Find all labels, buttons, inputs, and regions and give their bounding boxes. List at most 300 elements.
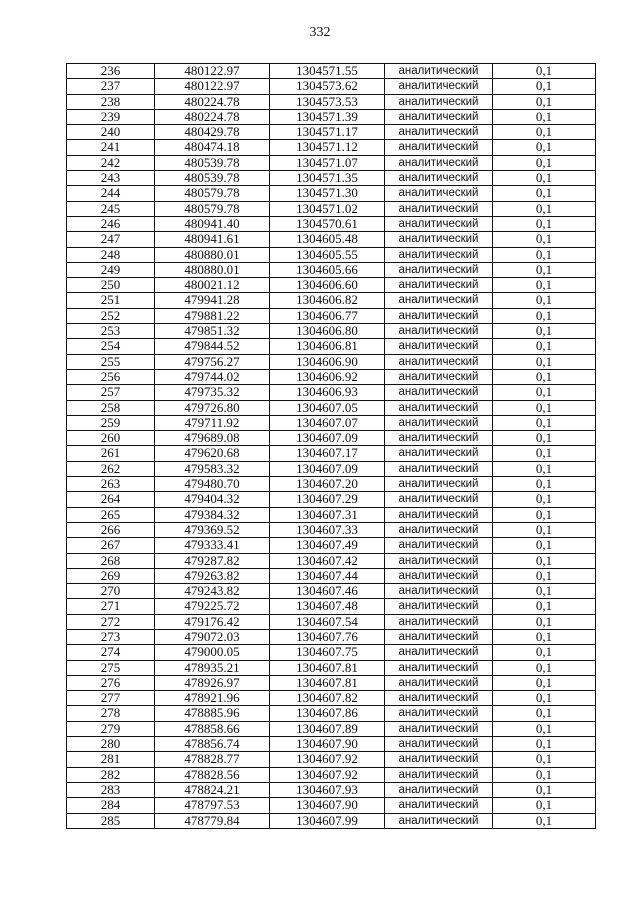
table-row [67, 767, 596, 782]
point-number-cell: 254 [67, 339, 155, 354]
y-coordinate-cell: 1304607.75 [270, 645, 385, 660]
table-row [67, 553, 596, 568]
x-coordinate-cell: 479756.27 [155, 354, 270, 369]
precision-cell: 0,1 [493, 79, 596, 94]
precision-cell: 0,1 [493, 507, 596, 522]
method-cell: аналитический [385, 782, 493, 797]
precision-cell: 0,1 [493, 584, 596, 599]
method-cell: аналитический [385, 461, 493, 476]
point-number-cell: 261 [67, 446, 155, 461]
point-number-cell: 238 [67, 94, 155, 109]
point-number-cell: 250 [67, 278, 155, 293]
x-coordinate-cell: 478824.21 [155, 782, 270, 797]
x-coordinate-cell: 479263.82 [155, 568, 270, 583]
point-number-cell: 285 [67, 813, 155, 828]
method-cell: аналитический [385, 400, 493, 415]
precision-cell: 0,1 [493, 308, 596, 323]
method-cell: аналитический [385, 308, 493, 323]
method-cell: аналитический [385, 216, 493, 231]
table-row [67, 568, 596, 583]
table-row [67, 660, 596, 675]
method-cell: аналитический [385, 232, 493, 247]
precision-cell: 0,1 [493, 431, 596, 446]
table-row [67, 324, 596, 339]
y-coordinate-cell: 1304607.92 [270, 752, 385, 767]
table-row [67, 385, 596, 400]
point-number-cell: 281 [67, 752, 155, 767]
point-number-cell: 271 [67, 599, 155, 614]
x-coordinate-cell: 479404.32 [155, 492, 270, 507]
point-number-cell: 265 [67, 507, 155, 522]
x-coordinate-cell: 480539.78 [155, 155, 270, 170]
point-number-cell: 284 [67, 798, 155, 813]
table-row [67, 232, 596, 247]
x-coordinate-cell: 478885.96 [155, 706, 270, 721]
table-row [67, 140, 596, 155]
method-cell: аналитический [385, 186, 493, 201]
x-coordinate-cell: 479176.42 [155, 614, 270, 629]
table-row [67, 599, 596, 614]
point-number-cell: 278 [67, 706, 155, 721]
method-cell: аналитический [385, 798, 493, 813]
precision-cell: 0,1 [493, 125, 596, 140]
table-row [67, 354, 596, 369]
precision-cell: 0,1 [493, 477, 596, 492]
method-cell: аналитический [385, 94, 493, 109]
table-row [67, 813, 596, 828]
y-coordinate-cell: 1304607.86 [270, 706, 385, 721]
y-coordinate-cell: 1304607.46 [270, 584, 385, 599]
point-number-cell: 248 [67, 247, 155, 262]
x-coordinate-cell: 479384.32 [155, 507, 270, 522]
table-row [67, 737, 596, 752]
precision-cell: 0,1 [493, 538, 596, 553]
y-coordinate-cell: 1304606.77 [270, 308, 385, 323]
method-cell: аналитический [385, 446, 493, 461]
method-cell: аналитический [385, 645, 493, 660]
precision-cell: 0,1 [493, 461, 596, 476]
method-cell: аналитический [385, 568, 493, 583]
y-coordinate-cell: 1304607.31 [270, 507, 385, 522]
x-coordinate-cell: 479711.92 [155, 415, 270, 430]
point-number-cell: 273 [67, 629, 155, 644]
x-coordinate-cell: 479726.80 [155, 400, 270, 415]
x-coordinate-cell: 478858.66 [155, 721, 270, 736]
point-number-cell: 246 [67, 216, 155, 231]
precision-cell: 0,1 [493, 767, 596, 782]
point-number-cell: 270 [67, 584, 155, 599]
x-coordinate-cell: 479620.68 [155, 446, 270, 461]
table-row [67, 262, 596, 277]
x-coordinate-cell: 479881.22 [155, 308, 270, 323]
method-cell: аналитический [385, 125, 493, 140]
y-coordinate-cell: 1304607.49 [270, 538, 385, 553]
table-row [67, 629, 596, 644]
precision-cell: 0,1 [493, 492, 596, 507]
point-number-cell: 256 [67, 369, 155, 384]
method-cell: аналитический [385, 538, 493, 553]
x-coordinate-cell: 480224.78 [155, 109, 270, 124]
point-number-cell: 244 [67, 186, 155, 201]
precision-cell: 0,1 [493, 568, 596, 583]
point-number-cell: 257 [67, 385, 155, 400]
y-coordinate-cell: 1304607.81 [270, 660, 385, 675]
method-cell: аналитический [385, 278, 493, 293]
method-cell: аналитический [385, 247, 493, 262]
table-row [67, 369, 596, 384]
precision-cell: 0,1 [493, 629, 596, 644]
point-number-cell: 249 [67, 262, 155, 277]
method-cell: аналитический [385, 737, 493, 752]
table-row [67, 721, 596, 736]
point-number-cell: 251 [67, 293, 155, 308]
table-row [67, 216, 596, 231]
coordinates-table-body [67, 64, 596, 829]
precision-cell: 0,1 [493, 553, 596, 568]
x-coordinate-cell: 479480.70 [155, 477, 270, 492]
point-number-cell: 279 [67, 721, 155, 736]
point-number-cell: 240 [67, 125, 155, 140]
method-cell: аналитический [385, 354, 493, 369]
point-number-cell: 268 [67, 553, 155, 568]
page-number: 332 [309, 25, 331, 40]
y-coordinate-cell: 1304607.07 [270, 415, 385, 430]
x-coordinate-cell: 480429.78 [155, 125, 270, 140]
x-coordinate-cell: 480224.78 [155, 94, 270, 109]
y-coordinate-cell: 1304607.33 [270, 522, 385, 537]
y-coordinate-cell: 1304607.89 [270, 721, 385, 736]
method-cell: аналитический [385, 614, 493, 629]
y-coordinate-cell: 1304573.62 [270, 79, 385, 94]
table-row [67, 706, 596, 721]
x-coordinate-cell: 479243.82 [155, 584, 270, 599]
precision-cell: 0,1 [493, 339, 596, 354]
table-row [67, 186, 596, 201]
precision-cell: 0,1 [493, 706, 596, 721]
x-coordinate-cell: 479735.32 [155, 385, 270, 400]
y-coordinate-cell: 1304570.61 [270, 216, 385, 231]
point-number-cell: 274 [67, 645, 155, 660]
method-cell: аналитический [385, 477, 493, 492]
method-cell: аналитический [385, 431, 493, 446]
point-number-cell: 247 [67, 232, 155, 247]
table-row [67, 109, 596, 124]
method-cell: аналитический [385, 691, 493, 706]
table-row [67, 461, 596, 476]
x-coordinate-cell: 479072.03 [155, 629, 270, 644]
table-row [67, 201, 596, 216]
precision-cell: 0,1 [493, 691, 596, 706]
x-coordinate-cell: 478921.96 [155, 691, 270, 706]
x-coordinate-cell: 480474.18 [155, 140, 270, 155]
precision-cell: 0,1 [493, 278, 596, 293]
point-number-cell: 243 [67, 171, 155, 186]
precision-cell: 0,1 [493, 186, 596, 201]
table-row [67, 278, 596, 293]
method-cell: аналитический [385, 293, 493, 308]
point-number-cell: 264 [67, 492, 155, 507]
y-coordinate-cell: 1304606.82 [270, 293, 385, 308]
y-coordinate-cell: 1304607.29 [270, 492, 385, 507]
x-coordinate-cell: 478797.53 [155, 798, 270, 813]
precision-cell: 0,1 [493, 415, 596, 430]
method-cell: аналитический [385, 813, 493, 828]
y-coordinate-cell: 1304607.05 [270, 400, 385, 415]
method-cell: аналитический [385, 629, 493, 644]
method-cell: аналитический [385, 324, 493, 339]
method-cell: аналитический [385, 522, 493, 537]
x-coordinate-cell: 478779.84 [155, 813, 270, 828]
x-coordinate-cell: 479287.82 [155, 553, 270, 568]
precision-cell: 0,1 [493, 599, 596, 614]
table-row [67, 155, 596, 170]
x-coordinate-cell: 479000.05 [155, 645, 270, 660]
method-cell: аналитический [385, 262, 493, 277]
x-coordinate-cell: 479369.52 [155, 522, 270, 537]
x-coordinate-cell: 478926.97 [155, 675, 270, 690]
y-coordinate-cell: 1304607.09 [270, 461, 385, 476]
precision-cell: 0,1 [493, 675, 596, 690]
x-coordinate-cell: 480941.61 [155, 232, 270, 247]
precision-cell: 0,1 [493, 752, 596, 767]
y-coordinate-cell: 1304606.60 [270, 278, 385, 293]
table-row [67, 522, 596, 537]
table-row [67, 584, 596, 599]
method-cell: аналитический [385, 109, 493, 124]
y-coordinate-cell: 1304607.17 [270, 446, 385, 461]
method-cell: аналитический [385, 140, 493, 155]
y-coordinate-cell: 1304607.93 [270, 782, 385, 797]
point-number-cell: 277 [67, 691, 155, 706]
precision-cell: 0,1 [493, 813, 596, 828]
precision-cell: 0,1 [493, 737, 596, 752]
x-coordinate-cell: 478856.74 [155, 737, 270, 752]
method-cell: аналитический [385, 385, 493, 400]
table-row [67, 431, 596, 446]
method-cell: аналитический [385, 752, 493, 767]
method-cell: аналитический [385, 507, 493, 522]
y-coordinate-cell: 1304571.02 [270, 201, 385, 216]
x-coordinate-cell: 479583.32 [155, 461, 270, 476]
y-coordinate-cell: 1304607.44 [270, 568, 385, 583]
table-row [67, 691, 596, 706]
x-coordinate-cell: 479333.41 [155, 538, 270, 553]
precision-cell: 0,1 [493, 522, 596, 537]
x-coordinate-cell: 479689.08 [155, 431, 270, 446]
point-number-cell: 283 [67, 782, 155, 797]
table-row [67, 94, 596, 109]
method-cell: аналитический [385, 201, 493, 216]
precision-cell: 0,1 [493, 782, 596, 797]
x-coordinate-cell: 480579.78 [155, 201, 270, 216]
table-row [67, 339, 596, 354]
x-coordinate-cell: 480880.01 [155, 262, 270, 277]
point-number-cell: 266 [67, 522, 155, 537]
table-row [67, 171, 596, 186]
method-cell: аналитический [385, 553, 493, 568]
precision-cell: 0,1 [493, 293, 596, 308]
x-coordinate-cell: 478828.56 [155, 767, 270, 782]
table-row [67, 247, 596, 262]
method-cell: аналитический [385, 339, 493, 354]
x-coordinate-cell: 478935.21 [155, 660, 270, 675]
x-coordinate-cell: 479851.32 [155, 324, 270, 339]
table-row [67, 645, 596, 660]
method-cell: аналитический [385, 369, 493, 384]
table-row [67, 614, 596, 629]
table-row [67, 64, 596, 79]
point-number-cell: 253 [67, 324, 155, 339]
x-coordinate-cell: 480539.78 [155, 171, 270, 186]
x-coordinate-cell: 480122.97 [155, 64, 270, 79]
precision-cell: 0,1 [493, 798, 596, 813]
method-cell: аналитический [385, 155, 493, 170]
point-number-cell: 252 [67, 308, 155, 323]
precision-cell: 0,1 [493, 216, 596, 231]
table-row [67, 415, 596, 430]
y-coordinate-cell: 1304607.20 [270, 477, 385, 492]
point-number-cell: 255 [67, 354, 155, 369]
y-coordinate-cell: 1304571.39 [270, 109, 385, 124]
table-row [67, 798, 596, 813]
precision-cell: 0,1 [493, 369, 596, 384]
precision-cell: 0,1 [493, 94, 596, 109]
y-coordinate-cell: 1304607.42 [270, 553, 385, 568]
precision-cell: 0,1 [493, 721, 596, 736]
precision-cell: 0,1 [493, 262, 596, 277]
precision-cell: 0,1 [493, 400, 596, 415]
precision-cell: 0,1 [493, 614, 596, 629]
method-cell: аналитический [385, 584, 493, 599]
point-number-cell: 245 [67, 201, 155, 216]
table-row [67, 446, 596, 461]
table-row [67, 79, 596, 94]
y-coordinate-cell: 1304606.81 [270, 339, 385, 354]
point-number-cell: 239 [67, 109, 155, 124]
table-row [67, 492, 596, 507]
precision-cell: 0,1 [493, 324, 596, 339]
y-coordinate-cell: 1304605.55 [270, 247, 385, 262]
precision-cell: 0,1 [493, 660, 596, 675]
point-number-cell: 237 [67, 79, 155, 94]
y-coordinate-cell: 1304607.90 [270, 737, 385, 752]
x-coordinate-cell: 479844.52 [155, 339, 270, 354]
point-number-cell: 259 [67, 415, 155, 430]
precision-cell: 0,1 [493, 385, 596, 400]
y-coordinate-cell: 1304606.93 [270, 385, 385, 400]
x-coordinate-cell: 479225.72 [155, 599, 270, 614]
point-number-cell: 280 [67, 737, 155, 752]
precision-cell: 0,1 [493, 64, 596, 79]
y-coordinate-cell: 1304571.35 [270, 171, 385, 186]
precision-cell: 0,1 [493, 232, 596, 247]
y-coordinate-cell: 1304607.54 [270, 614, 385, 629]
method-cell: аналитический [385, 721, 493, 736]
point-number-cell: 272 [67, 614, 155, 629]
y-coordinate-cell: 1304606.80 [270, 324, 385, 339]
precision-cell: 0,1 [493, 645, 596, 660]
x-coordinate-cell: 479744.02 [155, 369, 270, 384]
y-coordinate-cell: 1304571.07 [270, 155, 385, 170]
point-number-cell: 262 [67, 461, 155, 476]
x-coordinate-cell: 480941.40 [155, 216, 270, 231]
method-cell: аналитический [385, 767, 493, 782]
method-cell: аналитический [385, 79, 493, 94]
table-row [67, 782, 596, 797]
method-cell: аналитический [385, 660, 493, 675]
precision-cell: 0,1 [493, 446, 596, 461]
table-row [67, 293, 596, 308]
point-number-cell: 269 [67, 568, 155, 583]
point-number-cell: 241 [67, 140, 155, 155]
y-coordinate-cell: 1304606.90 [270, 354, 385, 369]
y-coordinate-cell: 1304606.92 [270, 369, 385, 384]
x-coordinate-cell: 480579.78 [155, 186, 270, 201]
precision-cell: 0,1 [493, 247, 596, 262]
y-coordinate-cell: 1304607.90 [270, 798, 385, 813]
method-cell: аналитический [385, 415, 493, 430]
table-row [67, 477, 596, 492]
point-number-cell: 276 [67, 675, 155, 690]
y-coordinate-cell: 1304607.92 [270, 767, 385, 782]
y-coordinate-cell: 1304607.48 [270, 599, 385, 614]
y-coordinate-cell: 1304607.76 [270, 629, 385, 644]
method-cell: аналитический [385, 599, 493, 614]
x-coordinate-cell: 478828.77 [155, 752, 270, 767]
x-coordinate-cell: 479941.28 [155, 293, 270, 308]
precision-cell: 0,1 [493, 171, 596, 186]
y-coordinate-cell: 1304571.17 [270, 125, 385, 140]
precision-cell: 0,1 [493, 155, 596, 170]
point-number-cell: 275 [67, 660, 155, 675]
point-number-cell: 242 [67, 155, 155, 170]
x-coordinate-cell: 480021.12 [155, 278, 270, 293]
method-cell: аналитический [385, 64, 493, 79]
point-number-cell: 236 [67, 64, 155, 79]
point-number-cell: 282 [67, 767, 155, 782]
table-row [67, 675, 596, 690]
method-cell: аналитический [385, 706, 493, 721]
method-cell: аналитический [385, 675, 493, 690]
precision-cell: 0,1 [493, 354, 596, 369]
x-coordinate-cell: 480880.01 [155, 247, 270, 262]
method-cell: аналитический [385, 492, 493, 507]
y-coordinate-cell: 1304605.48 [270, 232, 385, 247]
table-row [67, 538, 596, 553]
table-row [67, 308, 596, 323]
y-coordinate-cell: 1304607.09 [270, 431, 385, 446]
y-coordinate-cell: 1304573.53 [270, 94, 385, 109]
y-coordinate-cell: 1304607.82 [270, 691, 385, 706]
y-coordinate-cell: 1304605.66 [270, 262, 385, 277]
table-row [67, 507, 596, 522]
point-number-cell: 267 [67, 538, 155, 553]
table-row [67, 400, 596, 415]
coordinates-table [66, 63, 596, 829]
point-number-cell: 260 [67, 431, 155, 446]
y-coordinate-cell: 1304607.81 [270, 675, 385, 690]
y-coordinate-cell: 1304607.99 [270, 813, 385, 828]
y-coordinate-cell: 1304571.55 [270, 64, 385, 79]
point-number-cell: 258 [67, 400, 155, 415]
method-cell: аналитический [385, 171, 493, 186]
table-row [67, 125, 596, 140]
table-row [67, 752, 596, 767]
y-coordinate-cell: 1304571.30 [270, 186, 385, 201]
precision-cell: 0,1 [493, 140, 596, 155]
y-coordinate-cell: 1304571.12 [270, 140, 385, 155]
precision-cell: 0,1 [493, 201, 596, 216]
